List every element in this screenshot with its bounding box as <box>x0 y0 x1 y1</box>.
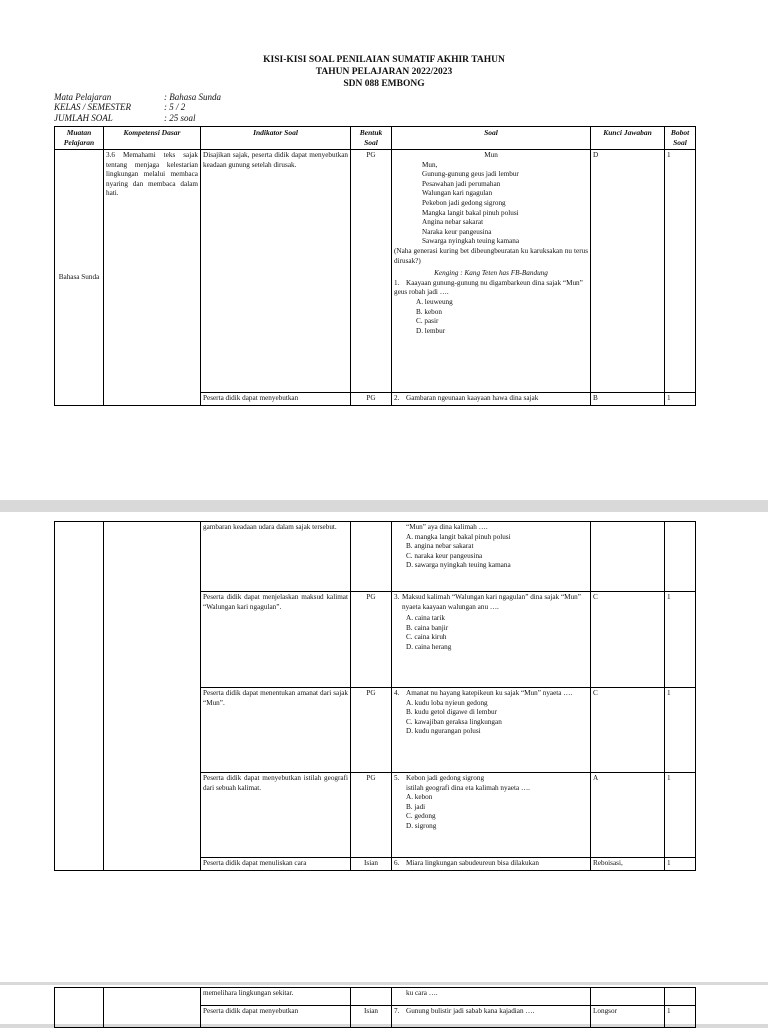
bentuk-cell: PG <box>351 150 392 393</box>
bentuk-cell: PG <box>351 688 392 773</box>
bentuk-cell: PG <box>351 393 392 406</box>
doc-title-line3: SDN 088 EMBONG <box>343 79 425 89</box>
bentuk-cell: Isian <box>351 1006 392 1028</box>
kunci-cell <box>591 522 665 592</box>
table-row <box>55 522 696 592</box>
kisi-table-page1 <box>54 126 696 406</box>
kd-cell <box>104 988 201 1028</box>
bobot-cell <box>665 522 696 592</box>
poem: Mun, Gunung-gunung geus jadi lembur Pesawahan jadi perumahan Walungan kari ngagulan Pekebon jadi gedong sigrong Mangka langit bakal pinuh polusi Angina nebar sakarat Naraka keur pangeusina Sawarga nyingkah teuing kamana <box>422 160 520 246</box>
indikator-cell: Peserta didik dapat menuliskan cara <box>201 858 351 871</box>
kisi-table-page3 <box>54 987 696 1028</box>
poem-source: Kenging : Kang Teten has FB-Bandung <box>434 269 548 278</box>
bobot-cell: 1 <box>665 1006 696 1028</box>
kunci-cell: C <box>591 592 665 688</box>
muatan-cell <box>55 988 104 1028</box>
meta-kelas: KELAS / SEMESTER : 5 / 2 <box>54 102 186 112</box>
col-muatan: Muatan Pelajaran <box>55 127 104 150</box>
bobot-cell: 1 <box>665 592 696 688</box>
kd-cell <box>104 522 201 871</box>
indikator-cell: Peserta didik dapat menyebutkan <box>201 393 351 406</box>
kunci-cell: B <box>591 393 665 406</box>
indikator-cell: gambaran keadaan udara dalam sajak tersebut. <box>201 522 351 592</box>
doc-title-line2: TAHUN PELAJARAN 2022/2023 <box>315 67 453 77</box>
indikator-cell: Disajikan sajak, peserta didik dapat menyebutkan keadaan gunung setelah dirusak. <box>201 150 351 393</box>
table-row <box>55 150 696 393</box>
doc-title-line1: KISI-KISI SOAL PENILAIAN SUMATIF AKHIR TAHUN <box>263 55 505 65</box>
options: A. leuweung B. kebon C. pasir D. lembur <box>416 297 453 335</box>
soal-cell: 4. Amanat nu hayang katepikeun ku sajak “Mun” nyaeta …. A. kudu loba nyieun gedong B. kudu getol digawe di lembur C. kawajiban geraksa lingkungan D. kudu ngurangan polusi <box>392 688 591 773</box>
page-3 <box>0 985 768 1024</box>
table-header-row <box>55 127 696 150</box>
indikator-cell: Peserta didik dapat menjelaskan maksud kalimat “Walungan kari ngagulan”. <box>201 592 351 688</box>
bobot-cell: 1 <box>665 688 696 773</box>
kd-cell: 3.6 Memahami teks sajak tentang menjaga kelestarian lingkungan melalui membaca nyaring dan membaca dalam hati. <box>104 150 201 406</box>
poem-note: (Naha generasi kuring bet dibeungbeuratan ku karuksakan nu terus dirusak?) <box>394 246 588 265</box>
meta-mapel: Mata Pelajaran : Bahasa Sunda <box>54 92 221 102</box>
soal-cell: ku cara …. <box>392 988 591 1006</box>
bobot-cell <box>665 988 696 1006</box>
options: A. kebon B. jadi C. gedong D. sigrong <box>406 793 437 830</box>
bentuk-cell: PG <box>351 592 392 688</box>
bobot-cell: 1 <box>665 150 696 393</box>
kunci-cell: C <box>591 688 665 773</box>
soal-cell <box>392 150 591 393</box>
bentuk-cell: PG <box>351 773 392 858</box>
indikator-cell: Peserta didik dapat menyebutkan <box>201 1006 351 1028</box>
col-bobot: Bobot Soal <box>665 127 696 150</box>
table-row <box>55 988 696 1006</box>
soal-cell: “Mun” aya dina kalimah …. A. mangka langit bakal pinuh polusi B. angina nebar sakarat C. naraka keur pangeusina D. sawarga nyingkah teuing kamana <box>392 522 591 592</box>
bentuk-cell <box>351 522 392 592</box>
bobot-cell: 1 <box>665 773 696 858</box>
options: A. caina tarik B. caina banjir C. caina kiruh D. caina herang <box>406 614 452 651</box>
muatan-cell <box>55 522 104 871</box>
kisi-table-page2 <box>54 521 696 871</box>
bentuk-cell <box>351 988 392 1006</box>
soal-cell: 6. Miara lingkungan sabudeureun bisa dilakukan <box>392 858 591 871</box>
page-1 <box>0 0 768 500</box>
indikator-cell: Peserta didik dapat menyebutkan istilah geografi dari sebuah kalimat. <box>201 773 351 858</box>
col-kunci: Kunci Jawaban <box>591 127 665 150</box>
col-soal: Soal <box>392 127 591 150</box>
page-2 <box>0 512 768 982</box>
poem-title: Mun <box>484 151 498 159</box>
bobot-cell: 1 <box>665 393 696 406</box>
col-indikator: Indikator Soal <box>201 127 351 150</box>
bentuk-cell: Isian <box>351 858 392 871</box>
col-bentuk: Bentuk Soal <box>351 127 392 150</box>
soal-cell: 7. Gunung bulistir jadi sabab kana kajadian …. <box>392 1006 591 1028</box>
meta-jumlah: JUMLAH SOAL : 25 soal <box>54 113 196 123</box>
options: A. mangka langit bakal pinuh polusi B. angina nebar sakarat C. naraka keur pangeusina D. sawarga nyingkah teuing kamana <box>406 532 511 570</box>
kunci-cell <box>591 988 665 1006</box>
soal-cell: 2. Gambaran ngeunaan kaayaan hawa dina sajak <box>392 393 591 406</box>
soal-cell: 3. Maksud kalimah “Walungan kari ngagulan” dina sajak “Mun” nyaeta kaayaan walungan anu …. A. caina tarik B. caina banjir C. caina kiruh D. caina herang <box>392 592 591 688</box>
muatan-cell: Bahasa Sunda <box>55 150 104 406</box>
kunci-cell: D <box>591 150 665 393</box>
kunci-cell: A <box>591 773 665 858</box>
col-kd: Kompetensi Dasar <box>104 127 201 150</box>
kunci-cell: Longsor <box>591 1006 665 1028</box>
question-1: 1. Kaayaan gunung-gunung nu digambarkeun dina sajak “Mun” geus robah jadi …. <box>394 278 583 297</box>
soal-cell: 5. Kebon jadi gedong sigrong istilah geografi dina eta kalimah nyaeta …. A. kebon B. jadi C. gedong D. sigrong <box>392 773 591 858</box>
options: A. kudu loba nyieun gedong B. kudu getol digawe di lembur C. kawajiban geraksa lingkungan D. kudu ngurangan polusi <box>406 698 502 736</box>
kunci-cell: Reboisasi, <box>591 858 665 871</box>
indikator-cell: Peserta didik dapat menentukan amanat dari sajak “Mun”. <box>201 688 351 773</box>
indikator-cell: memelihara lingkungan sekitar. <box>201 988 351 1006</box>
bobot-cell: 1 <box>665 858 696 871</box>
